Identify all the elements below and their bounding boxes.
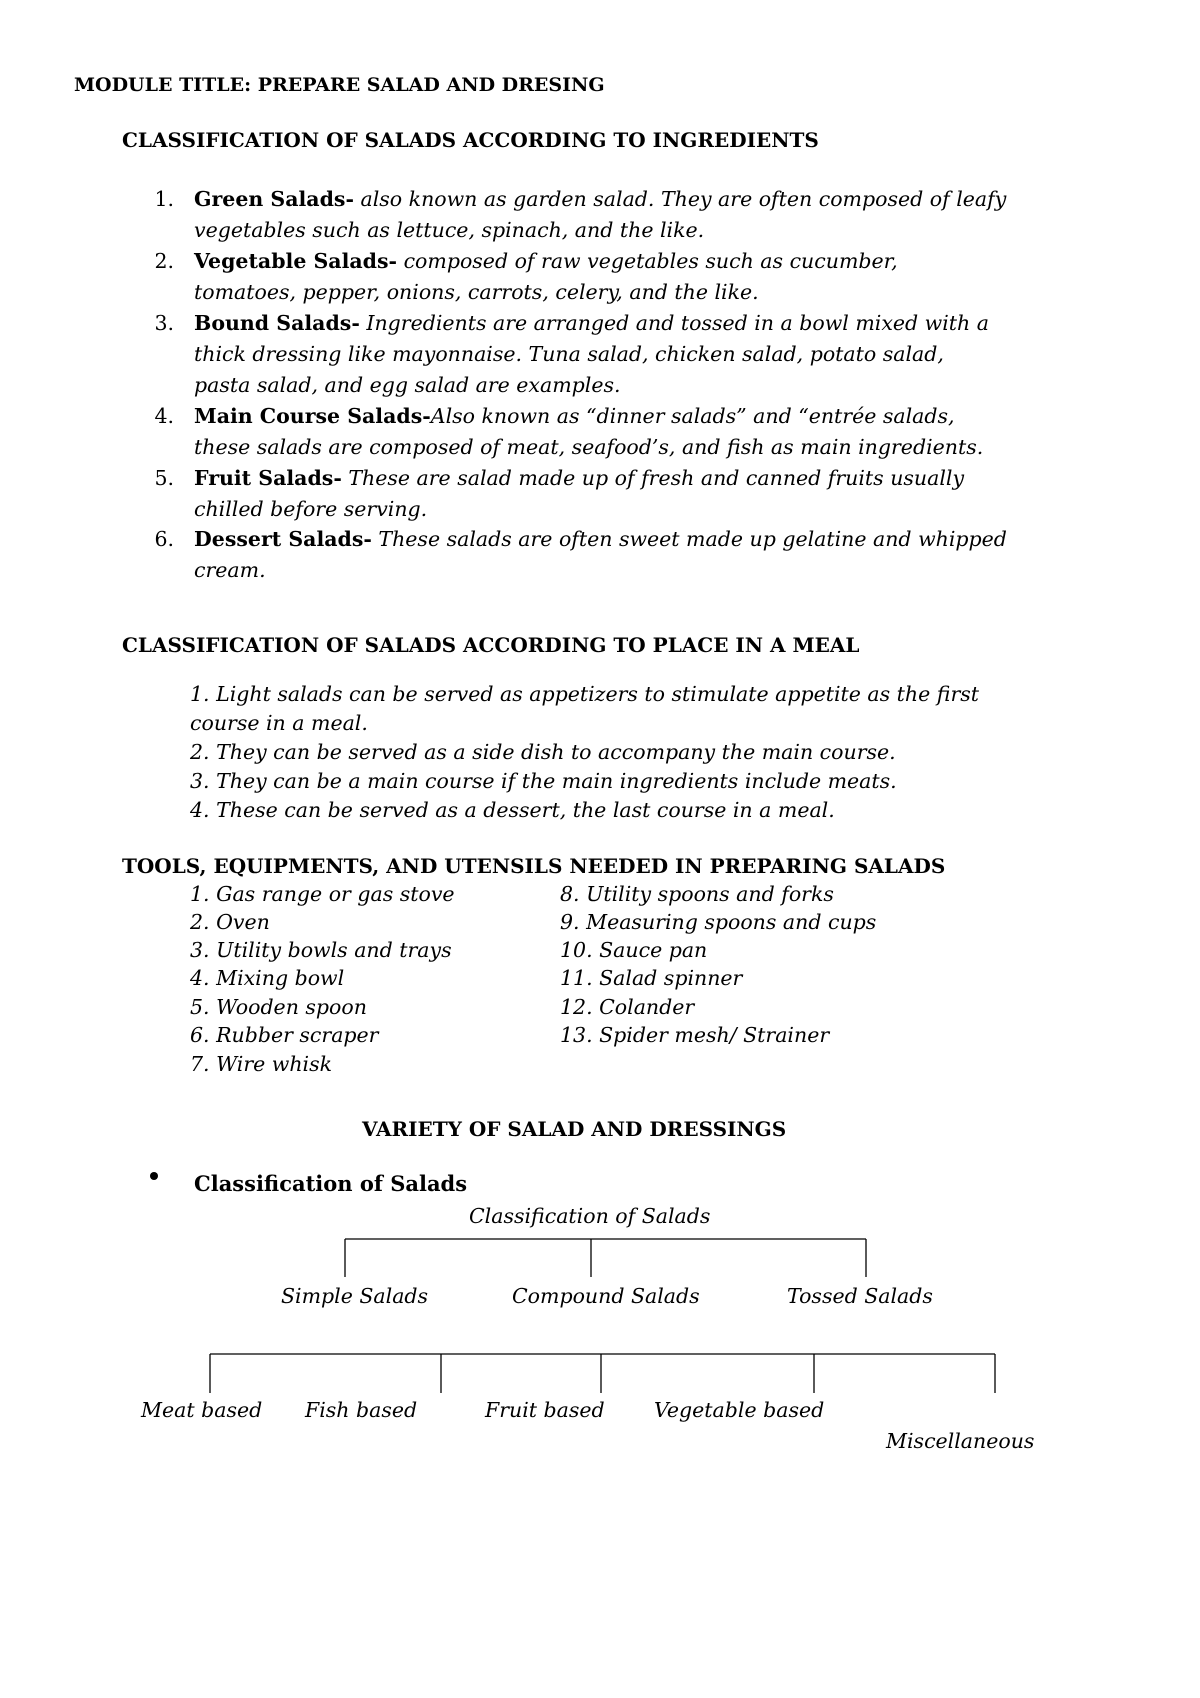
list-item: 4. These can be served as a dessert, the last course in a meal. xyxy=(190,798,835,822)
item-label: Dessert Salads- xyxy=(194,527,372,551)
item-label: Vegetable Salads- xyxy=(194,249,398,273)
section-heading-tools: TOOLS, EQUIPMENTS, AND UTENSILS NEEDED IN PREPARING SALADS xyxy=(122,854,946,878)
tree-node-miscellaneous: Miscellaneous xyxy=(886,1429,1035,1453)
list-item: 2. Oven xyxy=(190,910,270,934)
section-heading-place-in-meal: CLASSIFICATION OF SALADS ACCORDING TO PLACE IN A MEAL xyxy=(122,633,860,657)
item-desc: these salads are composed of meat, seafood’s, and fish as main ingredients. xyxy=(194,435,984,459)
item-label: Fruit Salads- xyxy=(194,466,342,490)
item-desc: thick dressing like mayonnaise. Tuna salad, chicken salad, potato salad, xyxy=(194,342,944,366)
item-desc: Also known as “dinner salads” and “entrée salads, xyxy=(430,404,955,428)
tree-node-meat: Meat based xyxy=(141,1398,263,1422)
item-number: 1. xyxy=(154,187,174,211)
bullet-label: Classification of Salads xyxy=(194,1171,468,1196)
list-item: 8. Utility spoons and forks xyxy=(560,882,834,906)
list-item: 3. They can be a main course if the main ingredients include meats. xyxy=(190,769,897,793)
section-heading-ingredients: CLASSIFICATION OF SALADS ACCORDING TO INGREDIENTS xyxy=(122,128,819,152)
section-heading-variety: VARIETY OF SALAD AND DRESSINGS xyxy=(362,1117,787,1141)
list-item: 12. Colander xyxy=(560,995,695,1019)
list-item: 6. Rubber scraper xyxy=(190,1023,379,1047)
item-desc: pasta salad, and egg salad are examples. xyxy=(194,373,621,397)
module-title: MODULE TITLE: PREPARE SALAD AND DRESING xyxy=(74,74,605,96)
tree-node-fish: Fish based xyxy=(305,1398,418,1422)
item-desc: These salads are often sweet made up gelatine and whipped xyxy=(371,527,1007,551)
item-number: 6. xyxy=(154,527,174,551)
list-item: 1. Light salads can be served as appetizers to stimulate appetite as the first xyxy=(190,682,979,706)
item-number: 3. xyxy=(154,311,174,335)
tree-node-fruit: Fruit based xyxy=(485,1398,605,1422)
item-desc: These are salad made up of fresh and canned fruits usually xyxy=(341,466,965,490)
item-number: 2. xyxy=(154,249,174,273)
list-item: 3. Utility bowls and trays xyxy=(190,938,452,962)
item-number: 5. xyxy=(154,466,174,490)
list-item: course in a meal. xyxy=(190,711,368,735)
item-label: Bound Salads- xyxy=(194,311,360,335)
item-desc: composed of raw vegetables such as cucumber, xyxy=(397,249,898,273)
tree-node-compound: Compound Salads xyxy=(512,1284,700,1308)
tree-node-simple: Simple Salads xyxy=(281,1284,429,1308)
item-label: Green Salads- xyxy=(194,187,354,211)
item-number: 4. xyxy=(154,404,174,428)
tree-node-tossed: Tossed Salads xyxy=(787,1284,933,1308)
item-desc: vegetables such as lettuce, spinach, and the like. xyxy=(194,218,705,242)
list-item: 10. Sauce pan xyxy=(560,938,708,962)
item-desc: tomatoes, pepper, onions, carrots, celery, and the like. xyxy=(194,280,759,304)
item-desc: Ingredients are arranged and tossed in a bowl mixed with a xyxy=(359,311,989,335)
list-item: 11. Salad spinner xyxy=(560,966,743,990)
list-item: 13. Spider mesh/ Strainer xyxy=(560,1023,830,1047)
item-desc: also known as garden salad. They are often composed of leafy xyxy=(353,187,1007,211)
tree-root: Classification of Salads xyxy=(469,1204,711,1228)
list-item: 5. Wooden spoon xyxy=(190,995,367,1019)
tree-node-vegetable: Vegetable based xyxy=(654,1398,825,1422)
item-desc: cream. xyxy=(194,558,266,582)
list-item: 4. Mixing bowl xyxy=(190,966,345,990)
list-item: 2. They can be served as a side dish to accompany the main course. xyxy=(190,740,896,764)
item-label: Main Course Salads- xyxy=(194,404,431,428)
item-desc: chilled before serving. xyxy=(194,497,428,521)
list-item: 1. Gas range or gas stove xyxy=(190,882,455,906)
list-item: 7. Wire whisk xyxy=(190,1052,333,1076)
list-item: 9. Measuring spoons and cups xyxy=(560,910,877,934)
